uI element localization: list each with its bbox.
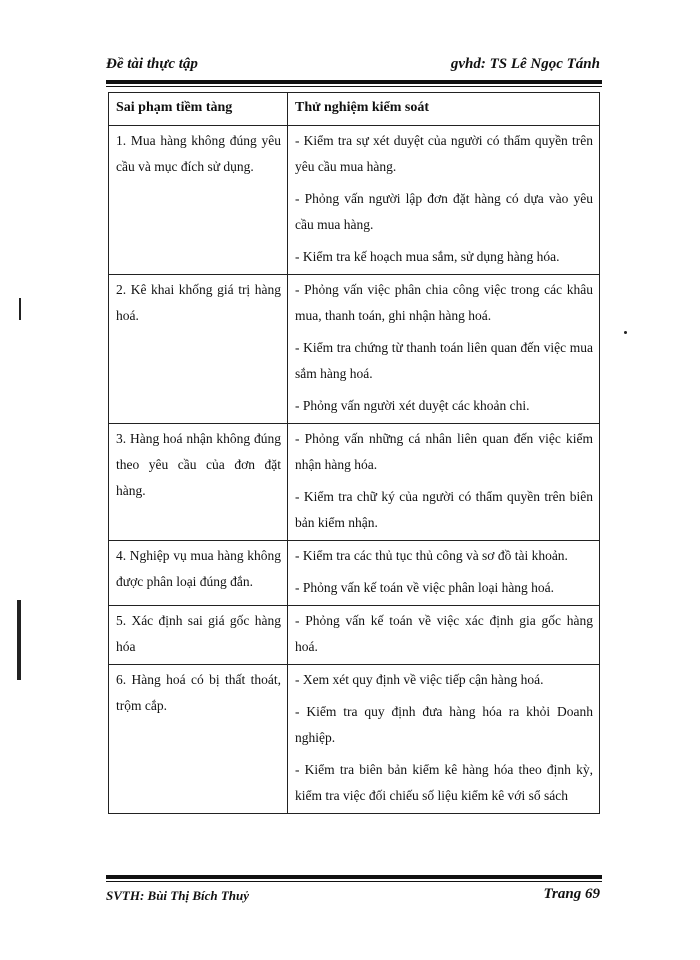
risk-cell: 4. Nghiệp vụ mua hàng không được phân loại đúng đắn. xyxy=(109,541,288,606)
supervisor-name: gvhd: TS Lê Ngọc Tánh xyxy=(450,56,600,72)
page-header xyxy=(106,52,600,78)
page-footer xyxy=(106,886,600,908)
test-item: - Phỏng vấn việc phân chia công việc trong các khâu mua, thanh toán, ghi nhận hàng hoá. xyxy=(295,282,593,323)
test-item: - Kiểm tra chữ ký của người có thẩm quyền trên biên bản kiểm nhận. xyxy=(295,489,593,530)
risk-cell: 3. Hàng hoá nhận không đúng theo yêu cầu của đơn đặt hàng. xyxy=(109,424,288,541)
footer-rule-thin xyxy=(106,881,602,882)
test-item: - Xem xét quy định về việc tiếp cận hàng hoá. xyxy=(295,672,544,687)
test-item: - Phỏng vấn những cá nhân liên quan đến việc kiểm nhận hàng hóa. xyxy=(295,431,593,472)
risk-cell: 6. Hàng hoá có bị thất thoát, trộm cắp. xyxy=(109,665,288,814)
table-row xyxy=(109,606,600,665)
risk-cell: 5. Xác định sai giá gốc hàng hóa xyxy=(109,606,288,665)
table-row xyxy=(109,541,600,606)
test-item: - Phỏng vấn người xét duyệt các khoản chi. xyxy=(295,398,530,413)
scan-artifact xyxy=(17,600,21,680)
test-item: - Phỏng vấn kế toán về việc xác định gia gốc hàng hoá. xyxy=(295,613,593,654)
test-item: - Kiểm tra biên bản kiểm kê hàng hóa theo định kỳ, kiểm tra việc đối chiếu số liệu kiểm kê với sổ sách xyxy=(295,762,593,803)
table-row xyxy=(109,126,600,275)
test-item: - Kiểm tra kế hoạch mua sắm, sử dụng hàng hóa. xyxy=(295,249,560,264)
header-rule-thick xyxy=(106,80,602,84)
table-header-row xyxy=(109,93,600,126)
footer-rule-thick xyxy=(106,875,602,879)
risk-cell: 2. Kê khai khống giá trị hàng hoá. xyxy=(109,275,288,424)
test-cell xyxy=(288,606,600,665)
page-number: Trang 69 xyxy=(543,886,600,902)
test-item: - Kiểm tra sự xét duyệt của người có thẩm quyền trên yêu cầu mua hàng. xyxy=(295,133,593,174)
column-header-risk: Sai phạm tiềm tàng xyxy=(109,93,288,126)
test-cell xyxy=(288,541,600,606)
test-cell xyxy=(288,126,600,275)
test-item: - Phỏng vấn kế toán về việc phân loại hàng hoá. xyxy=(295,580,555,595)
student-name: SVTH: Bùi Thị Bích Thuỷ xyxy=(106,888,250,903)
table-row xyxy=(109,275,600,424)
scan-artifact xyxy=(624,331,627,334)
risk-cell: 1. Mua hàng không đúng yêu cầu và mục đích sử dụng. xyxy=(109,126,288,275)
header-rule-thin xyxy=(106,86,602,87)
thesis-title: Đề tài thực tập xyxy=(106,56,198,72)
table-row xyxy=(109,424,600,541)
test-cell xyxy=(288,665,600,814)
test-cell xyxy=(288,275,600,424)
test-item: - Kiểm tra các thủ tục thủ công và sơ đồ tài khoản. xyxy=(295,548,568,563)
test-item: - Phỏng vấn người lập đơn đặt hàng có dựa vào yêu cầu mua hàng. xyxy=(295,191,593,232)
test-item: - Kiểm tra chứng từ thanh toán liên quan đến việc mua sắm hàng hoá. xyxy=(295,340,593,381)
column-header-test: Thử nghiệm kiểm soát xyxy=(288,93,600,126)
test-item: - Kiểm tra quy định đưa hàng hóa ra khỏi Doanh nghiệp. xyxy=(295,704,593,745)
scan-artifact xyxy=(19,298,21,320)
table-row xyxy=(109,665,600,814)
test-cell xyxy=(288,424,600,541)
control-test-table xyxy=(108,92,600,814)
